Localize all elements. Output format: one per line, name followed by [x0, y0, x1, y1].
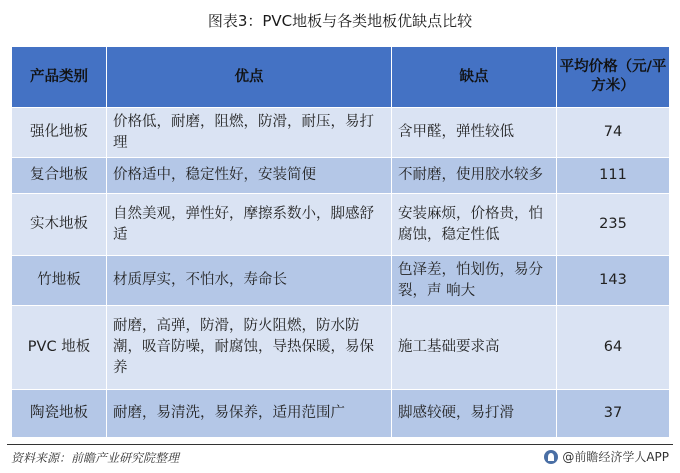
row-cons: 含甲醛，弹性较低	[392, 108, 557, 158]
row-price: 64	[557, 306, 670, 390]
row-cons: 脚感较硬，易打滑	[392, 390, 557, 438]
table-row	[12, 390, 670, 438]
row-price: 111	[557, 158, 670, 194]
row-pros: 材质厚实，不怕水，寿命长	[107, 256, 392, 306]
header-category: 产品类别	[12, 47, 107, 108]
row-category: 强化地板	[12, 108, 107, 158]
table-row	[12, 194, 670, 256]
row-price: 143	[557, 256, 670, 306]
header-pros: 优点	[107, 47, 392, 108]
brand	[544, 448, 669, 465]
comparison-table	[11, 46, 670, 438]
row-pros: 价格低，耐磨，阻燃，防滑，耐压，易打理	[107, 108, 392, 158]
table-row	[12, 306, 670, 390]
table-row	[12, 158, 670, 194]
row-category: 复合地板	[12, 158, 107, 194]
qianzhan-logo-icon	[544, 450, 558, 464]
figure-title: 图表3：PVC地板与各类地板优缺点比较	[207, 12, 473, 30]
row-pros: 耐磨，易清洗，易保养，适用范围广	[107, 390, 392, 438]
row-cons: 安装麻烦，价格贵，怕腐蚀，稳定性低	[392, 194, 557, 256]
source-note: 资料来源：前瞻产业研究院整理	[11, 451, 180, 465]
row-price: 37	[557, 390, 670, 438]
header-price: 平均价格（元/平方米）	[557, 47, 670, 108]
table-row	[12, 108, 670, 158]
table-header-row	[12, 47, 670, 108]
row-pros: 自然美观，弹性好，摩擦系数小，脚感舒适	[107, 194, 392, 256]
row-cons: 不耐磨，使用胶水较多	[392, 158, 557, 194]
row-cons: 施工基础要求高	[392, 306, 557, 390]
row-pros: 耐磨，高弹，防滑，防火阻燃，防水防潮，吸音防噪，耐腐蚀，导热保暖，易保养	[107, 306, 392, 390]
row-category: 实木地板	[12, 194, 107, 256]
brand-label: @前瞻经济学人APP	[562, 450, 669, 464]
header-cons: 缺点	[392, 47, 557, 108]
row-category: PVC 地板	[12, 306, 107, 390]
table-row	[12, 256, 670, 306]
row-price: 74	[557, 108, 670, 158]
row-category: 竹地板	[12, 256, 107, 306]
row-category: 陶瓷地板	[12, 390, 107, 438]
footer	[7, 444, 673, 467]
row-price: 235	[557, 194, 670, 256]
row-pros: 价格适中，稳定性好，安装简便	[107, 158, 392, 194]
row-cons: 色泽差，怕划伤，易分裂，声 响大	[392, 256, 557, 306]
